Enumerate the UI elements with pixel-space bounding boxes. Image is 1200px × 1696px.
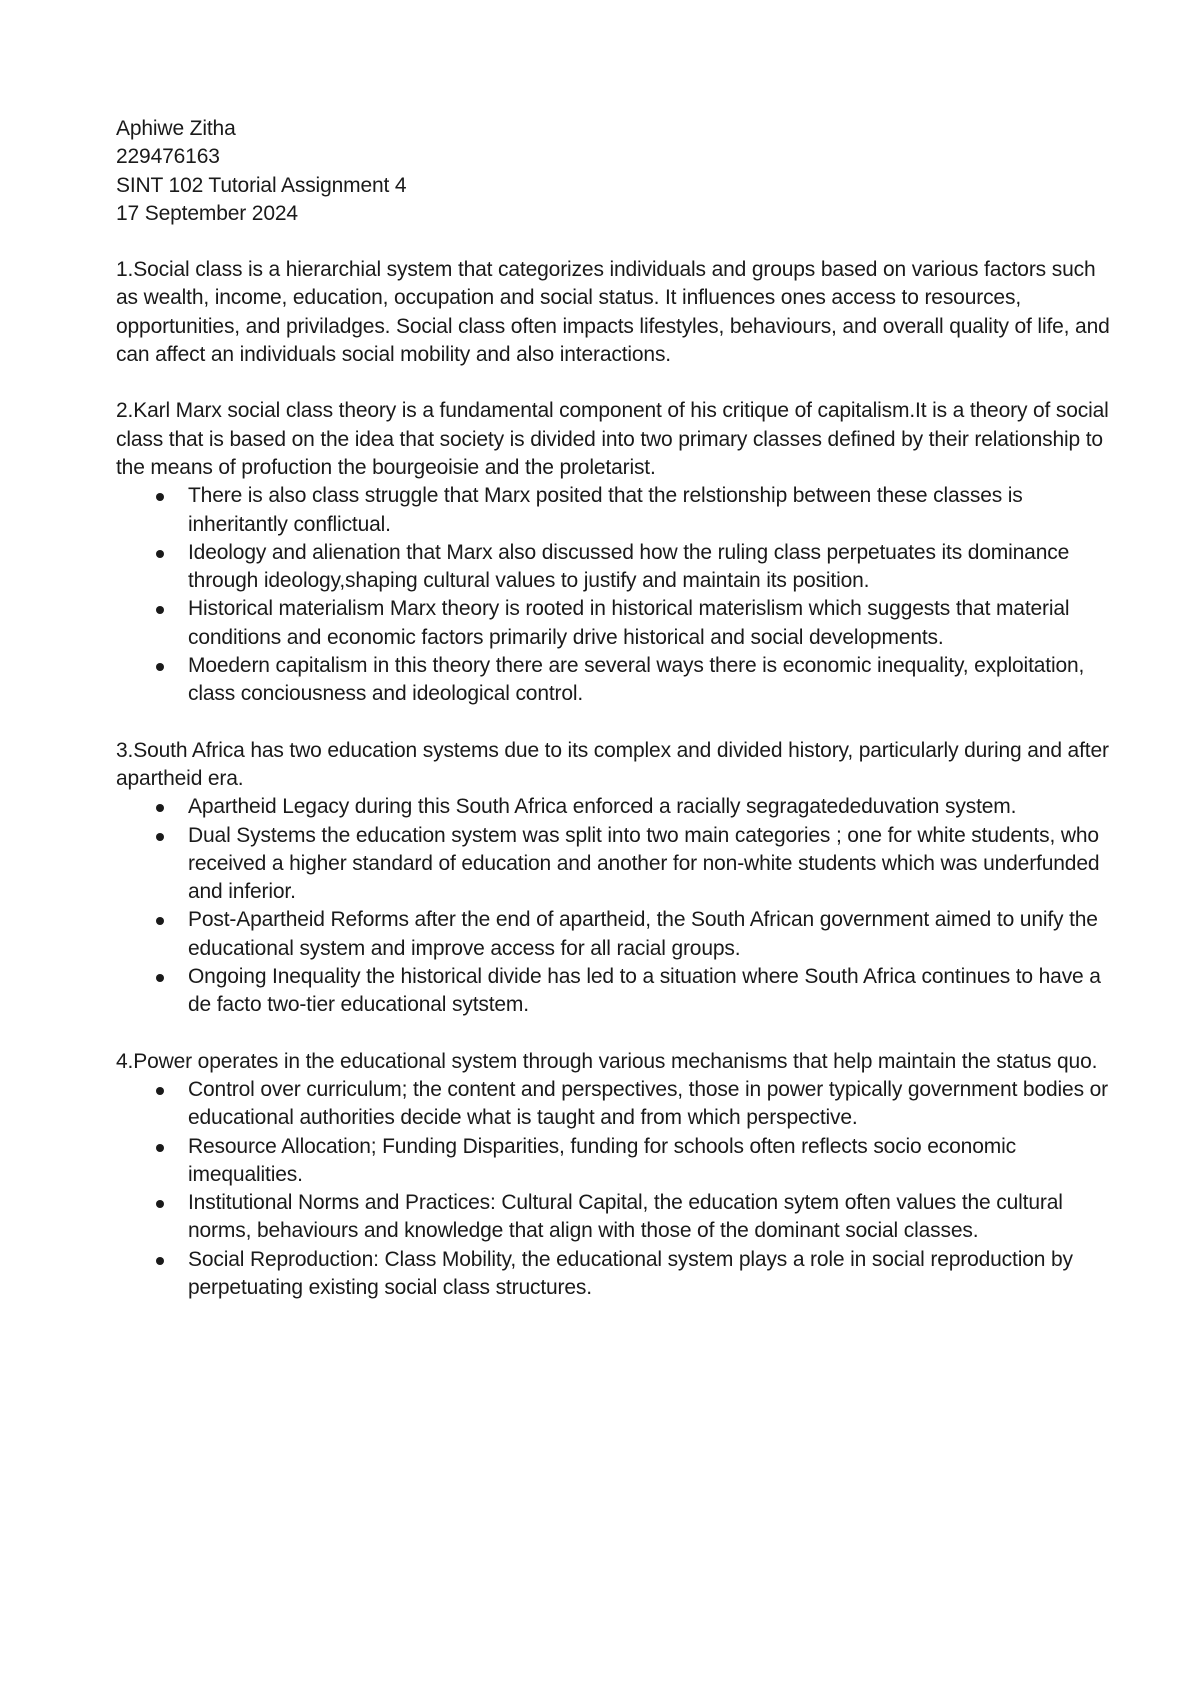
spacer	[116, 228, 1116, 256]
answer-2	[116, 397, 1116, 708]
document-date: 17 September 2024	[116, 201, 298, 225]
spacer	[116, 1020, 1116, 1048]
answer-1	[116, 256, 1116, 369]
bullet-item: Ongoing Inequality the historical divide has led to a situation where South Africa continues to have a de facto two-tier educational sytstem.	[116, 963, 1116, 1020]
spacer	[116, 709, 1116, 737]
bullet-item: Apartheid Legacy during this South Africa enforced a racially segragatededuvation system.	[116, 793, 1116, 821]
header-block	[116, 115, 1116, 228]
spacer	[116, 369, 1116, 397]
answer-4	[116, 1048, 1116, 1303]
bullet-item: Control over curriculum; the content and perspectives, those in power typically government bodies or educational authorities decide what is taught and from which perspective.	[116, 1076, 1116, 1133]
answer-3	[116, 737, 1116, 1020]
bullet-list	[116, 482, 1116, 708]
bullet-item: There is also class struggle that Marx posited that the relstionship between these classes is inheritantly conflictual.	[116, 482, 1116, 539]
bullet-item: Dual Systems the education system was split into two main categories ; one for white students, who received a higher standard of education and another for non-white students which was underfunded and inferior.	[116, 822, 1116, 907]
bullet-item: Historical materialism Marx theory is rooted in historical materislism which suggests that material conditions and economic factors primarily drive historical and social developments.	[116, 595, 1116, 652]
answer-paragraph: 1.Social class is a hierarchial system that categorizes individuals and groups based on various factors such as wealth, income, education, occupation and social status. It influences ones access to resources, opportunities, and priviladges. Social class often impacts lifestyles, behaviours, and overall quality of life, and can affect an individuals social mobility and also interactions.	[116, 258, 1110, 367]
bullet-item: Moedern capitalism in this theory there are several ways there is economic inequality, exploitation, class conciousness and ideological control.	[116, 652, 1116, 709]
bullet-item: Ideology and alienation that Marx also discussed how the ruling class perpetuates its dominance through ideology,shaping cultural values to justify and maintain its position.	[116, 539, 1116, 596]
course-title: SINT 102 Tutorial Assignment 4	[116, 173, 407, 197]
answer-paragraph: 4.Power operates in the educational system through various mechanisms that help maintain the status quo.	[116, 1049, 1098, 1073]
author-name: Aphiwe Zitha	[116, 117, 236, 140]
bullet-item: Post-Apartheid Reforms after the end of apartheid, the South African government aimed to unify the educational system and improve access for all racial groups.	[116, 906, 1116, 963]
answer-paragraph: 3.South Africa has two education systems due to its complex and divided history, particularly during and after apartheid era.	[116, 738, 1109, 790]
answer-paragraph: 2.Karl Marx social class theory is a fundamental component of his critique of capitalism.It is a theory of social class that is based on the idea that society is divided into two primary classes defined by their relationship to the means of profuction the bourgeoisie and the proletarist.	[116, 399, 1109, 479]
bullet-list	[116, 1076, 1116, 1302]
bullet-item: Resource Allocation; Funding Disparities, funding for schools often reflects socio economic imequalities.	[116, 1133, 1116, 1190]
document-page	[116, 115, 1116, 1302]
bullet-item: Social Reproduction: Class Mobility, the educational system plays a role in social reproduction by perpetuating existing social class structures.	[116, 1246, 1116, 1303]
student-number: 229476163	[116, 145, 220, 169]
bullet-item: Institutional Norms and Practices: Cultural Capital, the education sytem often values the cultural norms, behaviours and knowledge that align with those of the dominant social classes.	[116, 1189, 1116, 1246]
bullet-list	[116, 793, 1116, 1019]
